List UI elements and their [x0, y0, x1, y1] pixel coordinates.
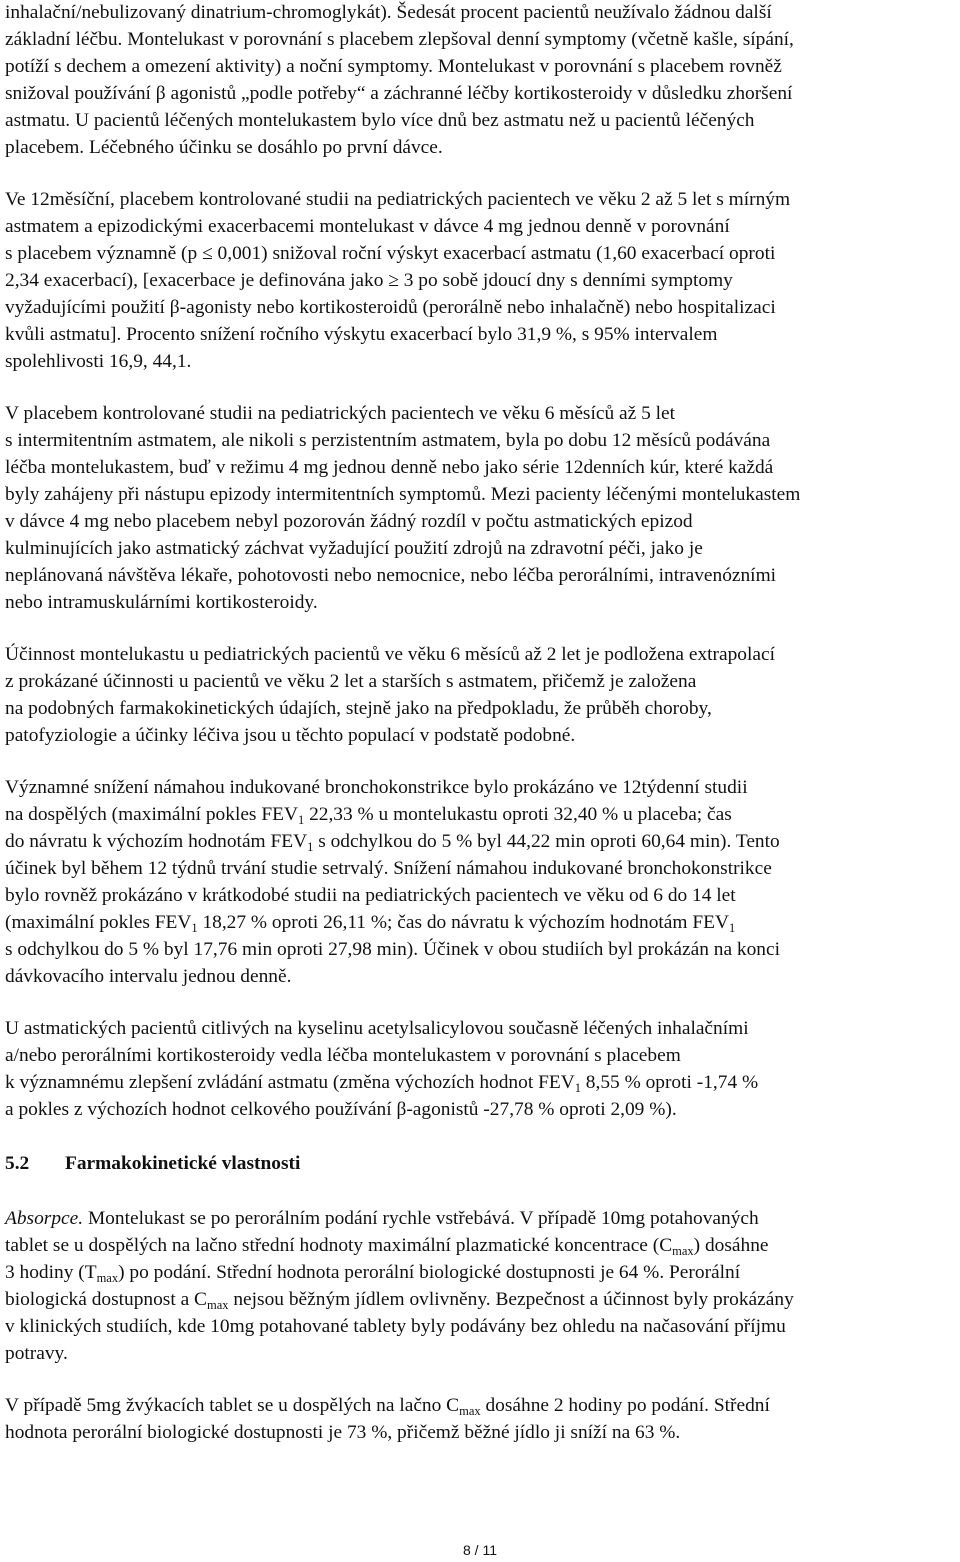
- paragraph-montelukast-symptoms: [5, 0, 949, 161]
- text-line: patofyziologie a účinky léčiva jsou u těchto populací v podstatě podobné.: [5, 725, 576, 746]
- text-line: hodnota perorální biologické dostupnosti je 73 %, přičemž běžné jídlo ji sníží na 63 %.: [5, 1422, 681, 1443]
- text-line: astmatu. U pacientů léčených montelukastem bylo více dnů bez astmatu než u pacientů léčených: [5, 110, 755, 131]
- text-line: bylo rovněž prokázáno v krátkodobé studii na pediatrických pacientech ve věku od 6 do 14 let: [5, 885, 736, 906]
- text-line: 3 hodiny $(T_{max})$ po podání. Střední hodnota perorální biologické dostupnosti je 64 %. Perorální: [5, 1262, 741, 1285]
- paragraph-aspirin-sensitive: [5, 1015, 949, 1123]
- text-line: biologická dostupnost a $C_{max}$ nejsou běžným jídlem ovlivněny. Bezpečnost a účinnost byly prokázány: [5, 1289, 794, 1312]
- text-line: a/nebo perorálními kortikosteroidy vedla léčba montelukastem v porovnání s placebem: [5, 1045, 681, 1066]
- text-line: v klinických studiích, kde 10mg potahované tablety byly podávány bez ohledu na načasování příjmu: [5, 1316, 786, 1337]
- text-line: potíží s dechem a omezení aktivity) a noční symptomy. Montelukast v porovnání s placebem rovněž: [5, 56, 782, 77]
- section-number: 5.2: [5, 1153, 30, 1174]
- text-line: V placebem kontrolované studii na pediatrických pacientech ve věku 6 měsíců až 5 let: [5, 403, 675, 424]
- text-line: k významnému zlepšení zvládání astmatu (změna výchozích hodnot $FEV_1$ 8,55 % oproti -1,74 %: [5, 1072, 759, 1095]
- text-line: základní léčbu. Montelukast v porovnání s placebem zlepšoval denní symptomy (včetně kašle, sípání,: [5, 29, 794, 50]
- text-line: kulminujících jako astmatický záchvat vyžadující použití zdrojů na zdravotní péči, jako je: [5, 538, 703, 559]
- section-title: Farmakokinetické vlastnosti: [65, 1153, 301, 1174]
- text-line: s intermitentním astmatem, ale nikoli s perzistentním astmatem, byla po dobu 12 měsíců podávána: [5, 430, 771, 451]
- text-line: placebem. Léčebného účinku se dosáhlo po první dávce.: [5, 137, 443, 158]
- text-line: s odchylkou do 5 % byl 17,76 min oproti 27,98 min). Účinek v obou studiích byl prokázán na konci: [5, 939, 780, 960]
- text-line: z prokázané účinnosti u pacientů ve věku 2 let a starších s astmatem, přičemž je založena: [5, 671, 697, 692]
- document-page: [5, 0, 949, 1446]
- paragraph-absorption: [5, 1205, 949, 1367]
- text-line: snižoval používání β agonistů „podle potřeby“ a záchranné léčby kortikosteroidy v důsledku zhoršení: [5, 83, 793, 104]
- text-line: do návratu k výchozím hodnotám $FEV_1$ s odchylkou do 5 % byl 44,22 min oproti 60,64 min). Tento: [5, 831, 780, 854]
- text-line: 2,34 exacerbací), [exacerbace je definována jako ≥ 3 po sobě jdoucí dny s denními symptomy: [5, 270, 733, 291]
- paragraph-12-month-study: [5, 186, 949, 375]
- text-line: léčba montelukastem, buď v režimu 4 mg jednou denně nebo jako série 12denních kúr, které každá: [5, 457, 774, 478]
- text-line: (maximální pokles $FEV_1$ 18,27 % oproti 26,11 %; čas do návratu k výchozím hodnotám $FEV_1$: [5, 912, 736, 935]
- paragraph-chewable-tablets: [5, 1392, 949, 1446]
- text-line: nebo intramuskulárními kortikosteroidy.: [5, 592, 318, 613]
- text-line: astmatem a epizodickými exacerbacemi montelukast v dávce 4 mg jednou denně v porovnání: [5, 216, 730, 237]
- text-line: Absorpce. Montelukast se po perorálním podání rychle vstřebává. V případě 10mg potahovaných: [5, 1208, 759, 1229]
- text-line: na dospělých (maximální pokles $FEV_1$ 22,33 % u montelukastu oproti 32,40 % u placeba; čas: [5, 804, 732, 827]
- text-line: inhalační/nebulizovaný dinatrium-chromoglykát). Šedesát procent pacientů neužívalo žádnou další: [5, 2, 772, 23]
- text-line: dávkovacího intervalu jednou denně.: [5, 966, 292, 987]
- absorption-label: Absorpce.: [5, 1208, 84, 1229]
- paragraph-intermittent-asthma-study: [5, 400, 949, 616]
- text-line: Významné snížení námahou indukované bronchokonstrikce bylo prokázáno ve 12týdenní studii: [5, 777, 748, 798]
- page-number: 8 / 11: [463, 1542, 497, 1558]
- text-line: s placebem významně (p ≤ 0,001) snižoval roční výskyt exacerbací astmatu (1,60 exacerbací oproti: [5, 243, 776, 264]
- text-line: účinek byl během 12 týdnů trvání studie setrvalý. Snížení námahou indukované bronchokonstrikce: [5, 858, 772, 879]
- text-line: kvůli astmatu]. Procento snížení ročního výskytu exacerbací bylo 31,9 %, s 95% intervalem: [5, 324, 718, 345]
- text-line: spolehlivosti 16,9, 44,1.: [5, 351, 192, 372]
- section-heading: [5, 1150, 949, 1177]
- text-line: Ve 12měsíční, placebem kontrolované studii na pediatrických pacientech ve věku 2 až 5 let s mírným: [5, 189, 791, 210]
- text-line: V případě 5mg žvýkacích tablet se u dospělých na lačno $C_{max}$ dosáhne 2 hodiny po podání. Střední: [5, 1395, 770, 1418]
- text-line: U astmatických pacientů citlivých na kyselinu acetylsalicylovou současně léčených inhalačními: [5, 1018, 749, 1039]
- text-line: na podobných farmakokinetických údajích, stejně jako na předpokladu, že průběh choroby,: [5, 698, 712, 719]
- text-line: vyžadujícími použití β-agonisty nebo kortikosteroidů (perorálně nebo inhalačně) nebo hospitalizaci: [5, 297, 776, 318]
- text-line: Účinnost montelukastu u pediatrických pacientů ve věku 6 měsíců až 2 let je podložena extrapolací: [5, 644, 775, 665]
- text-line: potravy.: [5, 1343, 68, 1364]
- text-line: byly zahájeny při nástupu epizody intermitentních symptomů. Mezi pacienty léčenými montelukastem: [5, 484, 801, 505]
- paragraph-efficacy-extrapolation: [5, 641, 949, 749]
- text-line: a pokles z výchozích hodnot celkového používání β-agonistů -27,78 % oproti 2,09 %).: [5, 1099, 677, 1120]
- text-line: tablet se u dospělých na lačno střední hodnoty maximální plazmatické koncentrace $(C_{max})$ dosáhne: [5, 1235, 769, 1258]
- text-line: v dávce 4 mg nebo placebem nebyl pozorován žádný rozdíl v počtu astmatických epizod: [5, 511, 693, 532]
- text-line: neplánovaná návštěva lékaře, pohotovosti nebo nemocnice, nebo léčba perorálními, intravenózními: [5, 565, 777, 586]
- paragraph-bronchoconstriction: [5, 774, 949, 990]
